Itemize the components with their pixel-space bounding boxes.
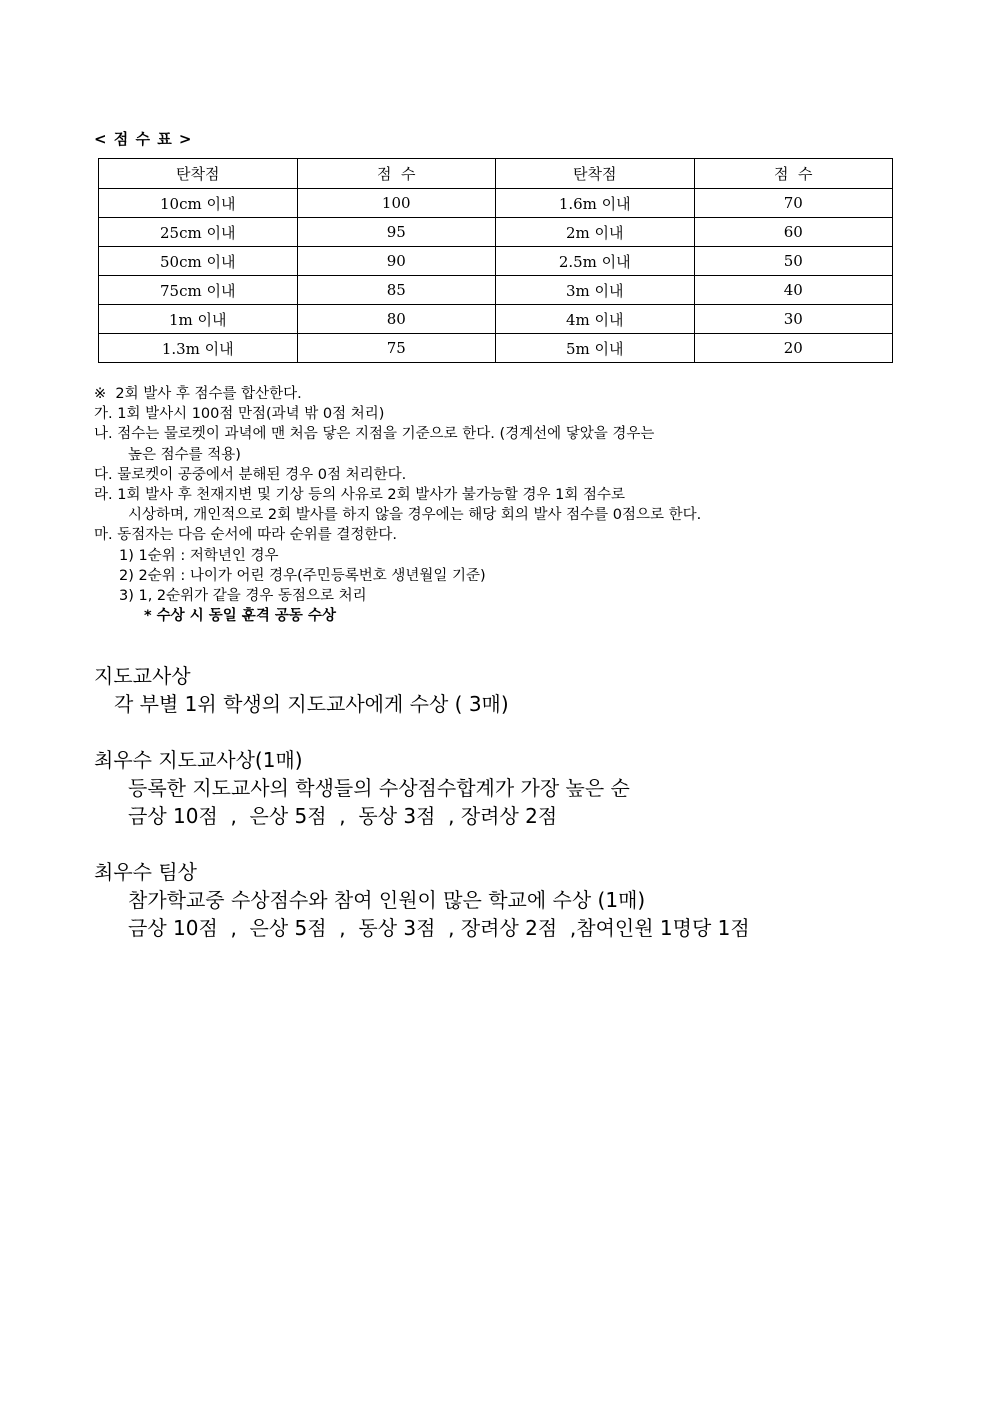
table-cell: 75	[297, 334, 496, 363]
table-cell: 75cm 이내	[99, 276, 298, 305]
table-cell: 1.3m 이내	[99, 334, 298, 363]
rule-na: 나. 점수는 물로켓이 과녁에 맨 처음 닿은 지점을 기준으로 한다. (경계선에 닿았을 경우는	[94, 426, 655, 443]
table-cell: 60	[694, 218, 893, 247]
table-row	[99, 305, 893, 334]
rule-na-continued: 높은 점수를 적용)	[128, 446, 241, 463]
column-header: 점 수	[694, 159, 893, 189]
table-cell: 4m 이내	[496, 305, 695, 334]
rule-da: 다. 물로켓이 공중에서 분해된 경우 0점 처리한다.	[94, 466, 407, 483]
rule-ga: 가. 1회 발사시 100점 만점(과녁 밖 0점 처리)	[94, 406, 385, 423]
table-cell: 30	[694, 305, 893, 334]
table-cell: 100	[297, 189, 496, 218]
table-cell: 20	[694, 334, 893, 363]
rule-ma-note: * 수상 시 동일 훈격 공동 수상	[144, 608, 336, 625]
table-cell: 1.6m 이내	[496, 189, 695, 218]
table-cell: 90	[297, 247, 496, 276]
table-row	[99, 218, 893, 247]
table-cell: 2.5m 이내	[496, 247, 695, 276]
table-header-row	[99, 159, 893, 189]
scoring-rules	[94, 384, 914, 626]
column-header: 탄착점	[99, 159, 298, 189]
table-cell: 25cm 이내	[99, 218, 298, 247]
table-cell: 95	[297, 218, 496, 247]
rule-note: ※ 2회 발사 후 점수를 합산한다.	[94, 386, 302, 402]
section-heading: 최우수 팀상	[94, 860, 197, 884]
table-cell: 80	[297, 305, 496, 334]
section-text: 등록한 지도교사의 학생들의 수상점수합계가 가장 높은 순	[128, 776, 630, 800]
table-cell: 3m 이내	[496, 276, 695, 305]
best-teacher-award-section	[94, 746, 630, 830]
section-heading: 지도교사상	[94, 664, 191, 688]
column-header: 탄착점	[496, 159, 695, 189]
rule-ma: 마. 동점자는 다음 순서에 따라 순위를 결정한다.	[94, 527, 398, 544]
rule-ma-item-1: 1) 1순위 : 저학년인 경우	[119, 547, 279, 564]
table-cell: 10cm 이내	[99, 189, 298, 218]
section-text: 금상 10점 , 은상 5점 , 동상 3점 , 장려상 2점	[128, 804, 558, 828]
table-cell: 1m 이내	[99, 305, 298, 334]
teacher-award-section	[94, 662, 509, 718]
rule-ma-item-2: 2) 2순위 : 나이가 어린 경우(주민등록번호 생년월일 기준)	[119, 567, 486, 584]
table-cell: 5m 이내	[496, 334, 695, 363]
rule-ma-item-3: 3) 1, 2순위가 같을 경우 동점으로 처리	[119, 587, 367, 604]
table-cell: 2m 이내	[496, 218, 695, 247]
score-table	[98, 158, 893, 363]
table-cell: 85	[297, 276, 496, 305]
table-row	[99, 276, 893, 305]
score-table-title: < 점 수 표 >	[94, 130, 193, 148]
table-cell: 50	[694, 247, 893, 276]
table-cell: 40	[694, 276, 893, 305]
section-text: 금상 10점 , 은상 5점 , 동상 3점 , 장려상 2점 ,참여인원 1명당 1점	[128, 916, 750, 940]
best-team-award-section	[94, 858, 750, 942]
table-row	[99, 189, 893, 218]
table-row	[99, 247, 893, 276]
table-cell: 70	[694, 189, 893, 218]
section-text: 각 부별 1위 학생의 지도교사에게 수상 ( 3매)	[114, 692, 509, 716]
table-row	[99, 334, 893, 363]
table-cell: 50cm 이내	[99, 247, 298, 276]
column-header: 점 수	[297, 159, 496, 189]
section-text: 참가학교중 수상점수와 참여 인원이 많은 학교에 수상 (1매)	[128, 888, 646, 912]
section-heading: 최우수 지도교사상(1매)	[94, 748, 303, 772]
rule-ra-continued: 시상하며, 개인적으로 2회 발사를 하지 않을 경우에는 해당 회의 발사 점수를 0점으로 한다.	[128, 507, 702, 524]
rule-ra: 라. 1회 발사 후 천재지변 및 기상 등의 사유로 2회 발사가 불가능할 경우 1회 점수로	[94, 486, 626, 503]
